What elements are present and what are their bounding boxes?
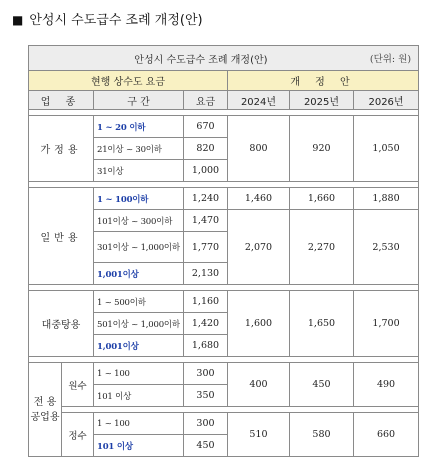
fee-cell: 1,240 (184, 188, 228, 210)
rev-2025-cell: 2,270 (290, 210, 354, 285)
category-industrial (29, 363, 62, 457)
range-cell: 301이상 ~ 1,000이하 (94, 232, 184, 263)
range-cell: 1 ~ 100 (94, 363, 184, 385)
fee-cell: 820 (184, 138, 228, 160)
revision-header: 개 정 안 (228, 71, 419, 91)
current-rate-header: 현행 상수도 요금 (29, 71, 228, 91)
range-cell: 1 ~ 500이하 (94, 291, 184, 313)
rev-2024-cell: 800 (228, 116, 290, 182)
caption-title: 안성시 수도급수 조례 개정(안) (134, 54, 268, 66)
category-general: 일반용 (29, 188, 94, 285)
rev-2026-cell: 660 (354, 413, 419, 457)
category-bathhouse: 대중탕용 (29, 291, 94, 357)
category-household: 가정용 (29, 116, 94, 182)
fee-cell: 2,130 (184, 263, 228, 285)
water-rate-table (28, 45, 419, 457)
sub-purified-water: 정수 (62, 413, 94, 457)
rev-2024-cell: 2,070 (228, 210, 290, 285)
col-category: 업 종 (29, 91, 94, 110)
range-cell: 1 ~ 100 (94, 413, 184, 435)
fee-cell: 300 (184, 363, 228, 385)
col-range: 구 간 (94, 91, 184, 110)
fee-cell: 1,680 (184, 335, 228, 357)
fee-cell: 1,420 (184, 313, 228, 335)
range-cell: 101 이상 (94, 385, 184, 407)
fee-cell: 1,470 (184, 210, 228, 232)
fee-cell: 350 (184, 385, 228, 407)
fee-cell: 670 (184, 116, 228, 138)
range-cell: 21이상 ~ 30이하 (94, 138, 184, 160)
page-heading (12, 9, 203, 28)
col-2026: 2026년 (354, 91, 419, 110)
unit-label: (단위: 원) (369, 53, 412, 65)
fee-cell: 1,000 (184, 160, 228, 182)
rev-2024-cell: 1,460 (228, 188, 290, 210)
rev-2025-cell: 450 (290, 363, 354, 407)
range-cell: 1 ~ 100이하 (94, 188, 184, 210)
fee-cell: 1,770 (184, 232, 228, 263)
rev-2024-cell: 400 (228, 363, 290, 407)
rev-2025-cell: 1,660 (290, 188, 354, 210)
range-cell: 101이상 ~ 300이하 (94, 210, 184, 232)
col-2025: 2025년 (290, 91, 354, 110)
rev-2026-cell: 1,050 (354, 116, 419, 182)
fee-cell: 1,160 (184, 291, 228, 313)
range-cell: 501이상 ~ 1,000이하 (94, 313, 184, 335)
rev-2026-cell: 2,530 (354, 210, 419, 285)
rev-2026-cell: 1,700 (354, 291, 419, 357)
range-cell: 101 이상 (94, 435, 184, 457)
rev-2024-cell: 510 (228, 413, 290, 457)
col-2024: 2024년 (228, 91, 290, 110)
rev-2025-cell: 580 (290, 413, 354, 457)
industrial-line2: 공업용 (30, 411, 60, 423)
fee-cell: 450 (184, 435, 228, 457)
industrial-line1: 전 용 (33, 396, 57, 408)
range-cell: 1 ~ 20 이하 (94, 116, 184, 138)
fee-cell: 300 (184, 413, 228, 435)
rev-2026-cell: 1,880 (354, 188, 419, 210)
sub-raw-water: 원수 (62, 363, 94, 407)
col-fee: 요금 (184, 91, 228, 110)
black-square-icon: ■ (12, 13, 24, 27)
range-cell: 1,001이상 (94, 335, 184, 357)
range-cell: 1,001이상 (94, 263, 184, 285)
heading-text: 안성시 수도급수 조례 개정(안) (29, 13, 203, 28)
rev-2024-cell: 1,600 (228, 291, 290, 357)
range-cell: 31이상 (94, 160, 184, 182)
rev-2025-cell: 1,650 (290, 291, 354, 357)
table-caption (29, 46, 419, 71)
rev-2025-cell: 920 (290, 116, 354, 182)
rev-2026-cell: 490 (354, 363, 419, 407)
